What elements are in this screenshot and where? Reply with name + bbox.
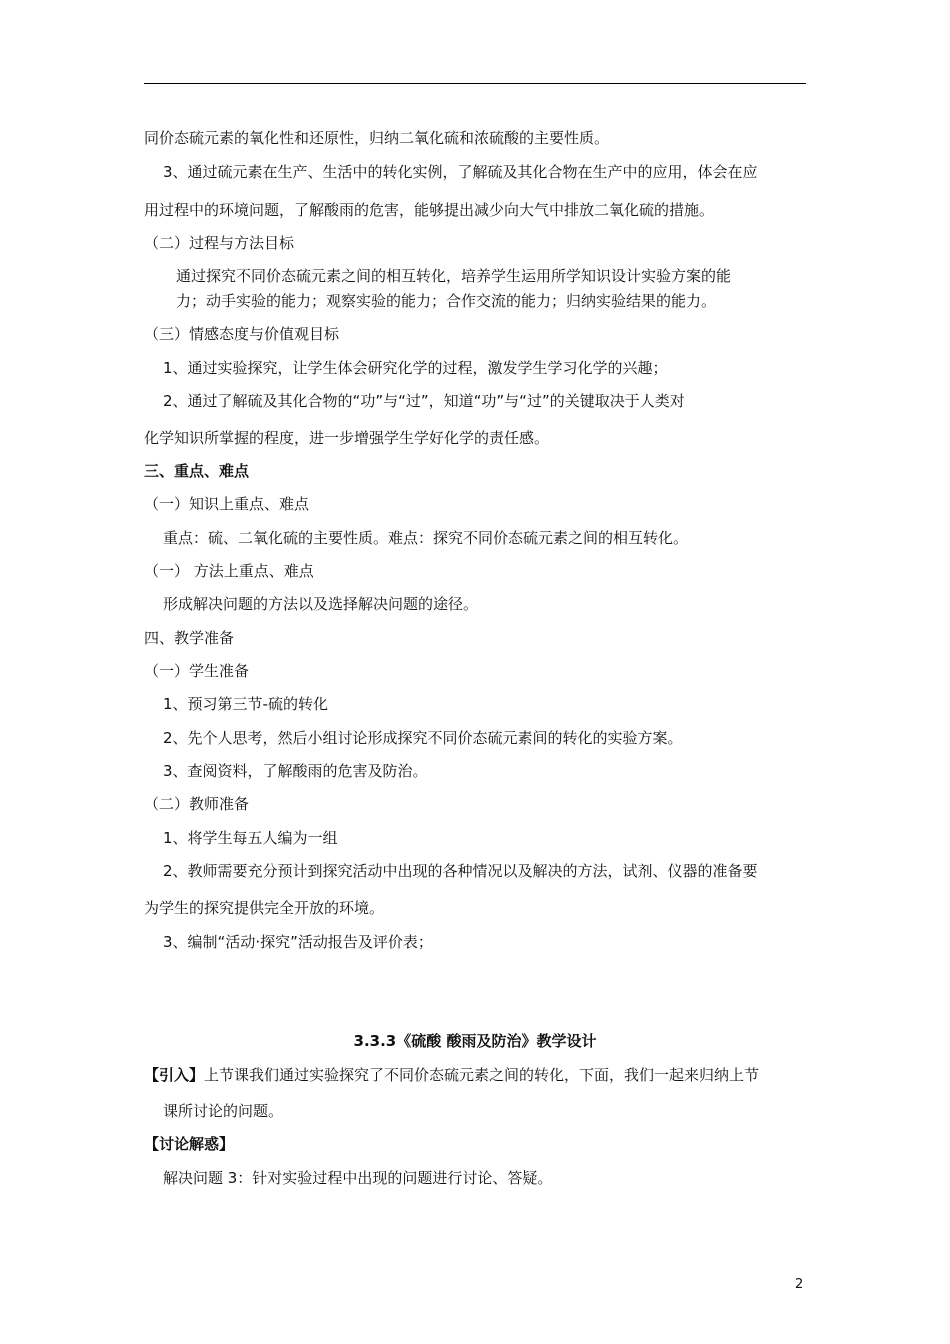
page-number: 2 [795, 1277, 804, 1292]
intro-line [144, 1065, 759, 1085]
text-line: 1、预习第三节-硫的转化 [163, 695, 328, 713]
text-line: 通过探究不同价态硫元素之间的相互转化，培养学生运用所学知识设计实验方案的能 [176, 267, 732, 285]
text-line: 化学知识所掌握的程度，进一步增强学生学好化学的责任感。 [144, 429, 550, 447]
text-line: 力；动手实验的能力；观察实验的能力；合作交流的能力；归纳实验结果的能力。 [176, 292, 717, 310]
intro-text: 上节课我们通过实验探究了不同价态硫元素之间的转化，下面，我们一起来归纳上节 [204, 1066, 760, 1084]
text-line: 2、通过了解硫及其化合物的“功”与“过”，知道“功”与“过”的关键取决于人类对 [163, 392, 685, 410]
intro-tag: 【引入】 [144, 1066, 205, 1084]
text-line: 课所讨论的问题。 [163, 1102, 284, 1120]
text-line: 为学生的探究提供完全开放的环境。 [144, 899, 385, 917]
text-line: 3、通过硫元素在生产、生活中的转化实例，了解硫及其化合物在生产中的应用，体会在应 [163, 163, 758, 181]
discuss-tag: 【讨论解惑】 [144, 1135, 235, 1153]
text-line: 解决问题 3：针对实验过程中出现的问题进行讨论、答疑。 [163, 1169, 553, 1187]
text-line: （一）知识上重点、难点 [144, 495, 310, 513]
text-line: （一）学生准备 [144, 662, 250, 680]
text-line: 3、编制“活动·探究”活动报告及评价表； [163, 933, 433, 951]
text-line: （三）情感态度与价值观目标 [144, 325, 340, 343]
header-rule [144, 83, 806, 84]
text-line: 同价态硫元素的氧化性和还原性，归纳二氧化硫和浓硫酸的主要性质。 [144, 129, 610, 147]
text-line: 2、教师需要充分预计到探究活动中出现的各种情况以及解决的方法，试剂、仪器的准备要 [163, 862, 758, 880]
text-line: 形成解决问题的方法以及选择解决问题的途径。 [163, 595, 479, 613]
text-line: （一） 方法上重点、难点 [144, 562, 314, 580]
text-line: 2、先个人思考，然后小组讨论形成探究不同价态硫元素间的转化的实验方案。 [163, 729, 683, 747]
text-line: （二）教师准备 [144, 795, 250, 813]
text-line: 3、查阅资料，了解酸雨的危害及防治。 [163, 762, 428, 780]
section-heading: 四、教学准备 [144, 629, 235, 647]
text-line: 1、将学生每五人编为一组 [163, 829, 338, 847]
text-line: （二）过程与方法目标 [144, 234, 295, 252]
text-line: 用过程中的环境问题，了解酸雨的危害，能够提出减少向大气中排放二氧化硫的措施。 [144, 201, 715, 219]
text-line: 重点：硫、二氧化硫的主要性质。难点：探究不同价态硫元素之间的相互转化。 [163, 529, 689, 547]
lesson-title: 3.3.3《硫酸 酸雨及防治》教学设计 [353, 1032, 597, 1050]
section-heading: 三、重点、难点 [144, 462, 250, 480]
text-line: 1、通过实验探究，让学生体会研究化学的过程，激发学生学习化学的兴趣； [163, 359, 668, 377]
